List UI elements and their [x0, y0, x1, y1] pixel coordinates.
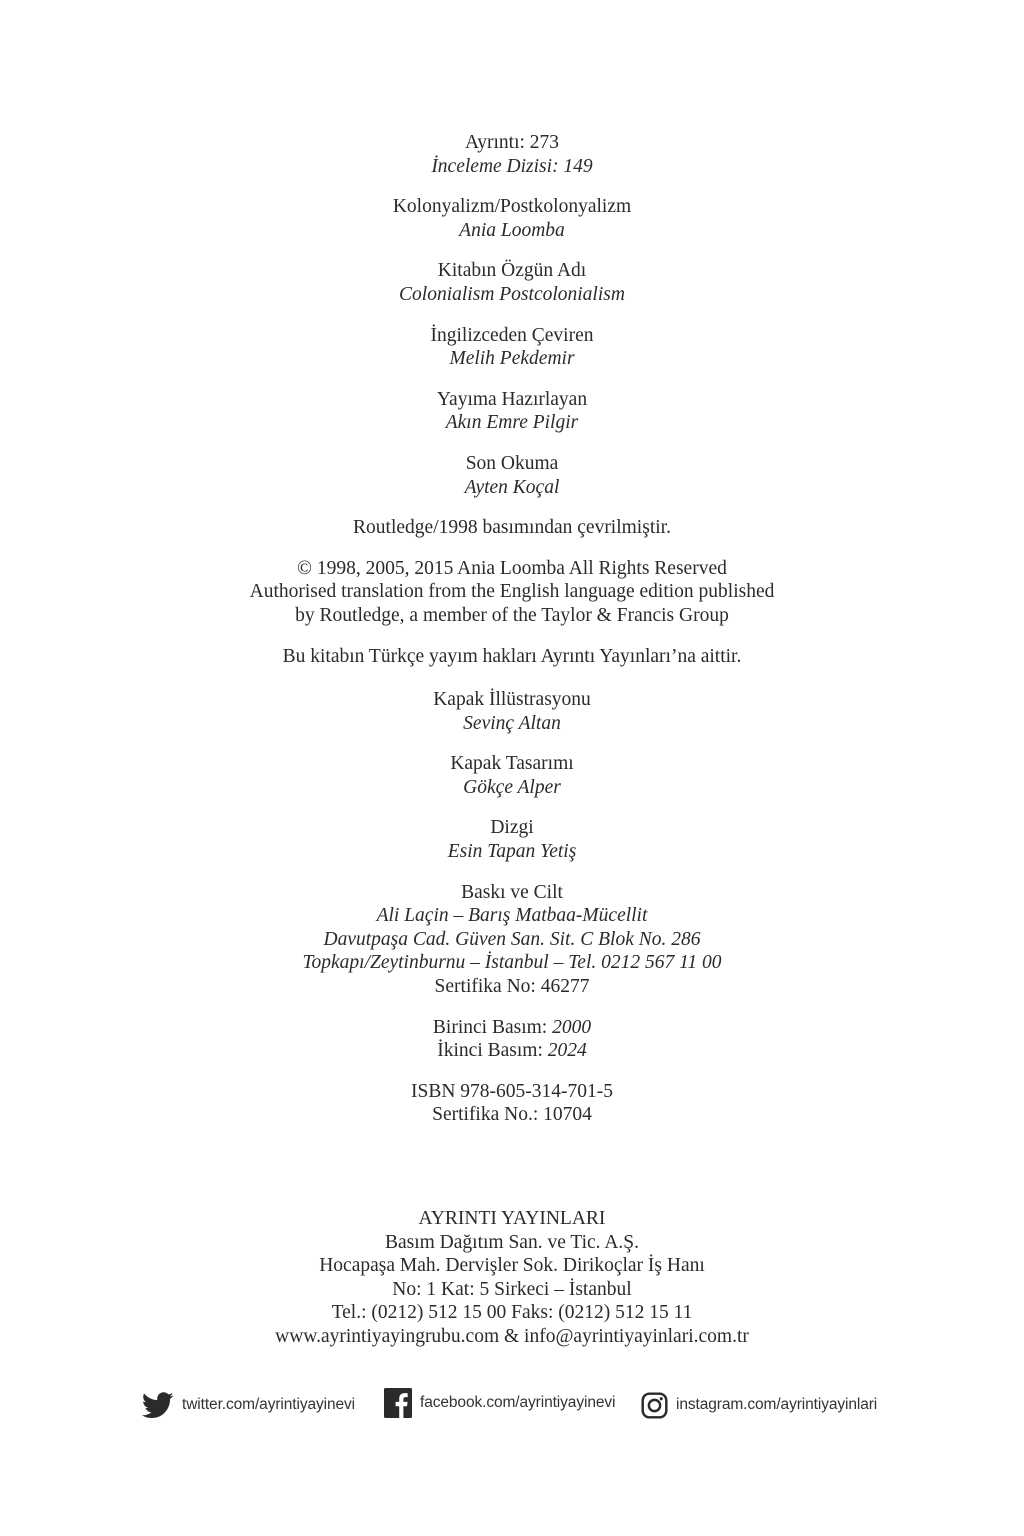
printer-name: Ali Laçin – Barış Matbaa-Mücellit — [376, 905, 648, 927]
series-subseries: İnceleme Dizisi: 149 — [431, 155, 593, 177]
cover-design-name: Gökçe Alper — [463, 776, 561, 798]
printing-label: Baskı ve Cilt — [461, 881, 563, 903]
copyright-line-2: Authorised translation from the English language edition published — [249, 581, 775, 603]
book-author: Ania Loomba — [459, 219, 565, 241]
second-edition — [0, 1039, 1024, 1063]
facebook-icon — [384, 1388, 412, 1418]
cover-design-block — [0, 752, 1024, 799]
series-number: Ayrıntı: 273 — [464, 132, 560, 153]
translator-label: İngilizceden Çeviren — [430, 324, 594, 346]
source-note-text: Routledge/1998 basımından çevrilmiştir. — [353, 517, 671, 539]
printer-address: Davutpaşa Cad. Güven San. Sit. C Blok No. 286 — [323, 928, 701, 950]
translator-block — [0, 324, 1024, 371]
original-title-value: Colonialism Postcolonialism — [399, 283, 625, 305]
publisher-certificate: Sertifika No.: 10704 — [432, 1104, 592, 1126]
colophon-credits — [0, 131, 1024, 1144]
proofreader-name: Ayten Koçal — [464, 476, 560, 498]
first-edition-year: 2000 — [552, 1016, 592, 1038]
editor-block — [0, 388, 1024, 435]
publisher-info — [0, 1207, 1024, 1349]
instagram-link[interactable] — [641, 1387, 877, 1423]
cover-illustration-label: Kapak İllüstrasyonu — [433, 689, 591, 711]
first-edition — [0, 1016, 1024, 1040]
original-title-label: Kitabın Özgün Adı — [437, 260, 587, 282]
social-links — [0, 1387, 1024, 1427]
publisher-company: Basım Dağıtım San. ve Tic. A.Ş. — [384, 1231, 640, 1253]
proofreader-block — [0, 452, 1024, 499]
publisher-phone-fax: Tel.: (0212) 512 15 00 Faks: (0212) 512 15 11 — [331, 1302, 693, 1324]
publisher-name: AYRINTI YAYINLARI — [418, 1208, 606, 1229]
second-edition-label: İkinci Basım: — [437, 1040, 543, 1062]
book-title: Kolonyalizm/Postkolonyalizm — [392, 196, 632, 218]
cover-illustration-name: Sevinç Altan — [463, 712, 561, 734]
editions-block — [0, 1016, 1024, 1063]
printer-city-phone: Topkapı/Zeytinburnu – İstanbul – Tel. 0212 567 11 00 — [302, 952, 722, 974]
rights-note — [0, 645, 1024, 669]
facebook-link[interactable] — [384, 1385, 615, 1421]
twitter-link-text[interactable]: twitter.com/ayrintiyayinevi — [182, 1396, 356, 1413]
instagram-link-text[interactable]: instagram.com/ayrintiyayinlari — [676, 1396, 878, 1413]
rights-note-text: Bu kitabın Türkçe yayım hakları Ayrıntı Yayınları’na aittir. — [282, 645, 742, 667]
original-title-block — [0, 259, 1024, 306]
typesetting-block — [0, 816, 1024, 863]
cover-illustration-block — [0, 688, 1024, 735]
title-block — [0, 195, 1024, 242]
cover-design-label: Kapak Tasarımı — [450, 753, 574, 775]
publisher-address-2: No: 1 Kat: 5 Sirkeci – İstanbul — [392, 1278, 632, 1300]
isbn-block — [0, 1080, 1024, 1127]
isbn-number: ISBN 978-605-314-701-5 — [410, 1080, 614, 1102]
publisher-address-1: Hocapaşa Mah. Dervişler Sok. Dirikoçlar İş Hanı — [319, 1255, 705, 1277]
twitter-icon — [142, 1392, 174, 1419]
typesetting-name: Esin Tapan Yetiş — [447, 841, 577, 863]
first-edition-label: Birinci Basım: — [432, 1016, 548, 1038]
copyright-block — [0, 557, 1024, 628]
facebook-link-text[interactable]: facebook.com/ayrintiyayinevi — [420, 1394, 616, 1411]
proofreader-label: Son Okuma — [465, 452, 559, 474]
editor-name: Akın Emre Pilgir — [445, 412, 579, 434]
copyright-line-3: by Routledge, a member of the Taylor & Francis Group — [295, 604, 729, 626]
publisher-web-email: www.ayrintiyayingrubu.com & info@ayrintiyayinlari.com.tr — [275, 1325, 749, 1347]
translator-name: Melih Pekdemir — [449, 348, 575, 370]
typesetting-label: Dizgi — [490, 817, 534, 839]
series-info — [0, 131, 1024, 178]
source-note — [0, 516, 1024, 540]
copyright-line-1: © 1998, 2005, 2015 Ania Loomba All Rights Reserved — [297, 557, 727, 579]
printer-certificate: Sertifika No: 46277 — [434, 976, 590, 998]
second-edition-year: 2024 — [547, 1040, 587, 1062]
editor-label: Yayıma Hazırlayan — [436, 388, 588, 410]
instagram-icon — [641, 1392, 668, 1419]
printing-block — [0, 881, 1024, 999]
twitter-link[interactable] — [142, 1387, 355, 1423]
